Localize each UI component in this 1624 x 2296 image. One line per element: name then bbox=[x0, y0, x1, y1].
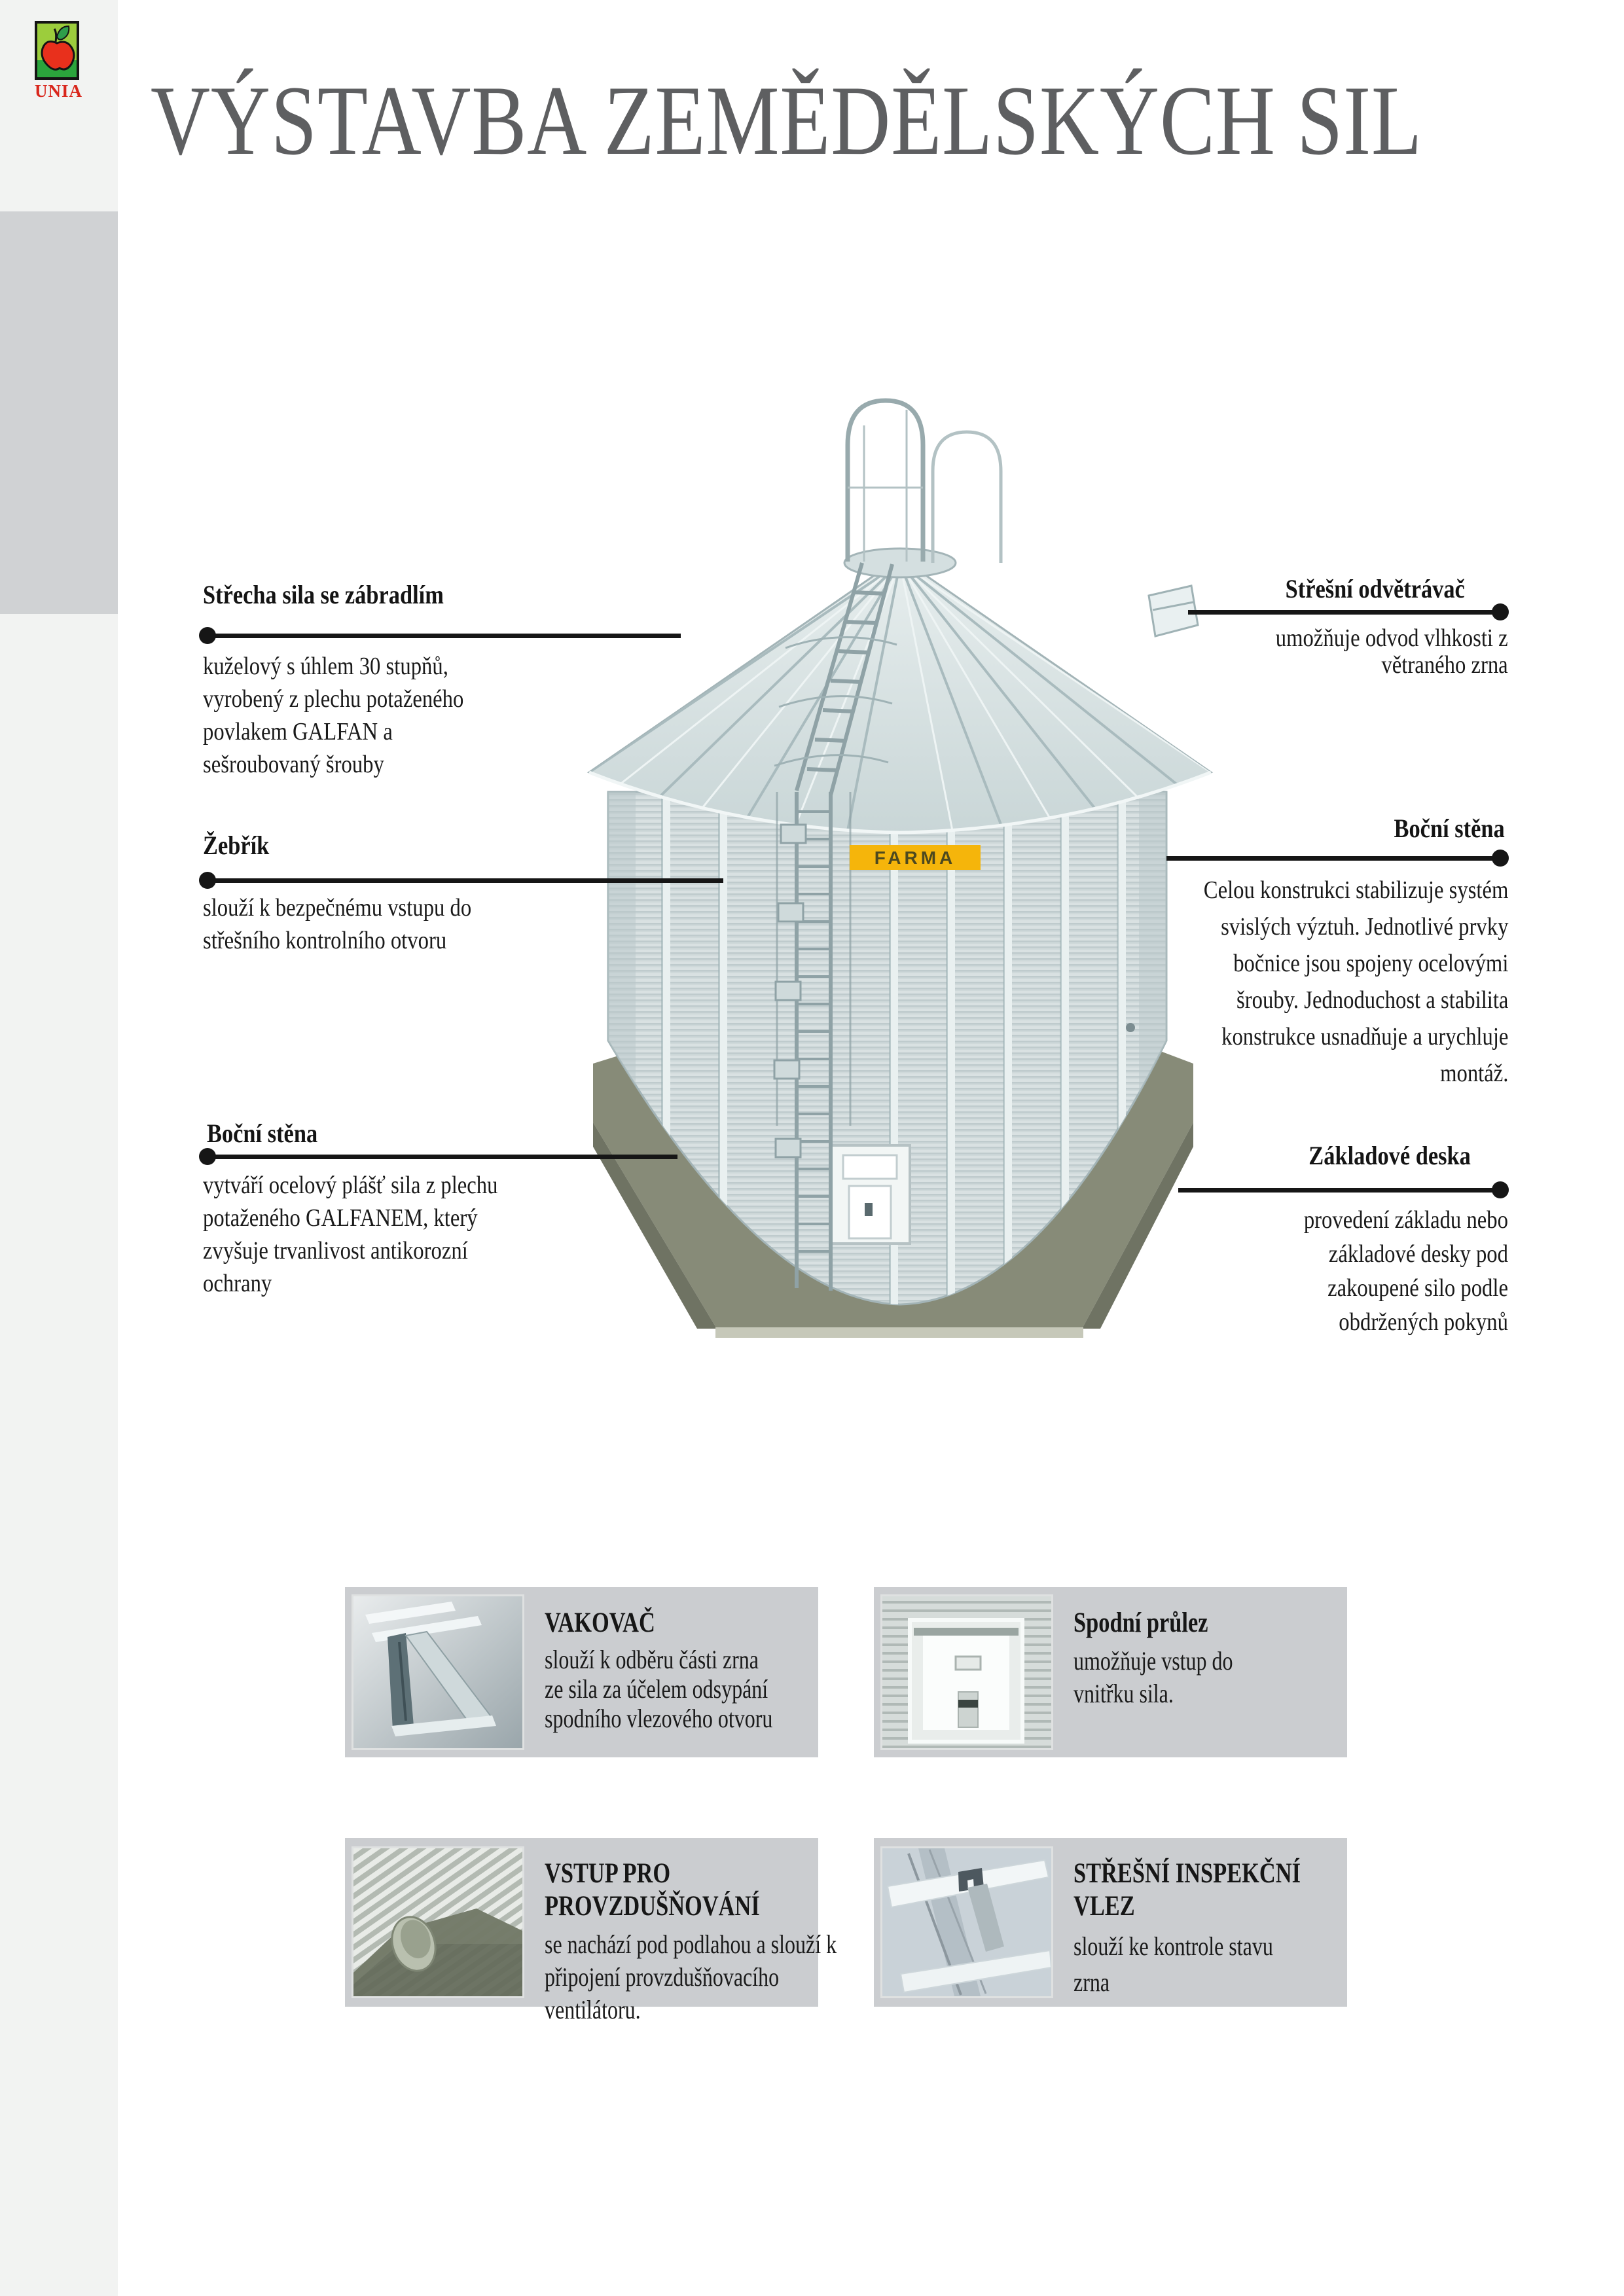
pointer-dot bbox=[199, 872, 216, 889]
callout-roof-body: kuželový s úhlem 30 stupňů, vyrobený z plechu potaženého povlakem GALFAN a sešroubovaný šrouby bbox=[203, 653, 464, 778]
callout-side-wall-left-body: vytváří ocelový plášť sila z plechu potaženého GALFANEM, který zvyšuje trvanlivost antikorozní ochrany bbox=[203, 1172, 498, 1297]
aeration-inlet-photo bbox=[352, 1846, 524, 1998]
unia-apple-icon bbox=[35, 21, 79, 80]
panel-bottom-hatch-heading: Spodní průlez bbox=[1074, 1607, 1208, 1638]
silo-door bbox=[831, 1145, 910, 1244]
farma-badge: FARMA bbox=[850, 845, 981, 870]
pointer-line-ladder bbox=[205, 878, 723, 883]
callout-side-wall-right-body: Celou konstrukci stabilizuje systém svislých výztuh. Jednotlivé prvky bočnice jsou spojeny ocelovými šrouby. Jednoduchost a stabilita konstrukce usnadňuje a urychluje montáž. bbox=[1203, 876, 1508, 1087]
callout-roof-heading: Střecha sila se zábradlím bbox=[203, 580, 444, 609]
pointer-line-roof-vent bbox=[1188, 610, 1503, 615]
pointer-dot bbox=[199, 1148, 216, 1165]
panel-aeration-inlet-heading: VSTUP PRO PROVZDUŠŇOVÁNÍ bbox=[545, 1858, 760, 1922]
unia-logo-label: UNIA bbox=[35, 81, 83, 101]
bottom-hatch-photo bbox=[880, 1594, 1053, 1750]
panel-aeration-inlet bbox=[345, 1838, 837, 2024]
wall-bolt bbox=[1126, 1023, 1135, 1032]
callout-ladder-heading: Žebřík bbox=[203, 831, 270, 860]
callout-side-wall-right-heading: Boční stěna bbox=[1394, 814, 1505, 843]
callout-roof-vent-heading: Střešní odvětrávač bbox=[1285, 574, 1465, 603]
panel-aeration-inlet-body: se nachází pod podlahou a slouží k připojení provzdušňovacího ventilátoru. bbox=[545, 1929, 837, 2024]
pointer-dot bbox=[199, 627, 216, 644]
pointer-line-base-slab bbox=[1178, 1188, 1503, 1193]
panel-roof-inspection-hatch-heading: STŘEŠNÍ INSPEKČNÍ VLEZ bbox=[1074, 1858, 1301, 1922]
silo-roof bbox=[589, 548, 1211, 833]
panel-roof-inspection-hatch-body: slouží ke kontrole stavu zrna bbox=[1074, 1931, 1273, 1997]
panel-roof-inspection-hatch bbox=[874, 1838, 1347, 2007]
callout-ladder-body: slouží k bezpečnému vstupu do střešního kontrolního otvoru bbox=[203, 894, 472, 954]
left-margin-accent-block bbox=[0, 211, 118, 614]
pointer-dot bbox=[1492, 603, 1509, 620]
callout-base-slab-body: provedení základu nebo základové desky pod zakoupené silo podle obdržených pokynů bbox=[1303, 1206, 1508, 1336]
bagging-outlet-photo bbox=[352, 1594, 524, 1750]
unia-logo bbox=[35, 21, 84, 101]
pointer-dot bbox=[1492, 1181, 1509, 1198]
pointer-dot bbox=[1492, 850, 1509, 867]
panel-bagging-outlet-heading: VAKOVAČ bbox=[545, 1607, 655, 1638]
panel-bagging-outlet-body: slouží k odběru části zrna ze sila za účelem odsypání spodního vlezového otvoru bbox=[545, 1645, 773, 1733]
callout-side-wall-left-heading: Boční stěna bbox=[207, 1119, 318, 1148]
panel-bottom-hatch bbox=[874, 1587, 1347, 1757]
callout-base-slab-heading: Základové deska bbox=[1308, 1141, 1471, 1170]
roof-railing bbox=[848, 401, 1001, 563]
roof-inspection-hatch-photo bbox=[880, 1846, 1053, 1998]
page-title: VÝSTAVBA ZEMĚDĚLSKÝCH SIL bbox=[151, 65, 1422, 175]
pointer-line-side-wall-right bbox=[1166, 856, 1503, 861]
pointer-line-side-wall-left bbox=[205, 1155, 677, 1159]
panel-bottom-hatch-body: umožňuje vstup do vnitřku sila. bbox=[1074, 1646, 1233, 1708]
pointer-line-roof bbox=[205, 634, 681, 638]
callout-roof-vent-body: umožňuje odvod vlhkosti z větraného zrna bbox=[1276, 624, 1508, 679]
panel-bagging-outlet bbox=[345, 1587, 818, 1757]
